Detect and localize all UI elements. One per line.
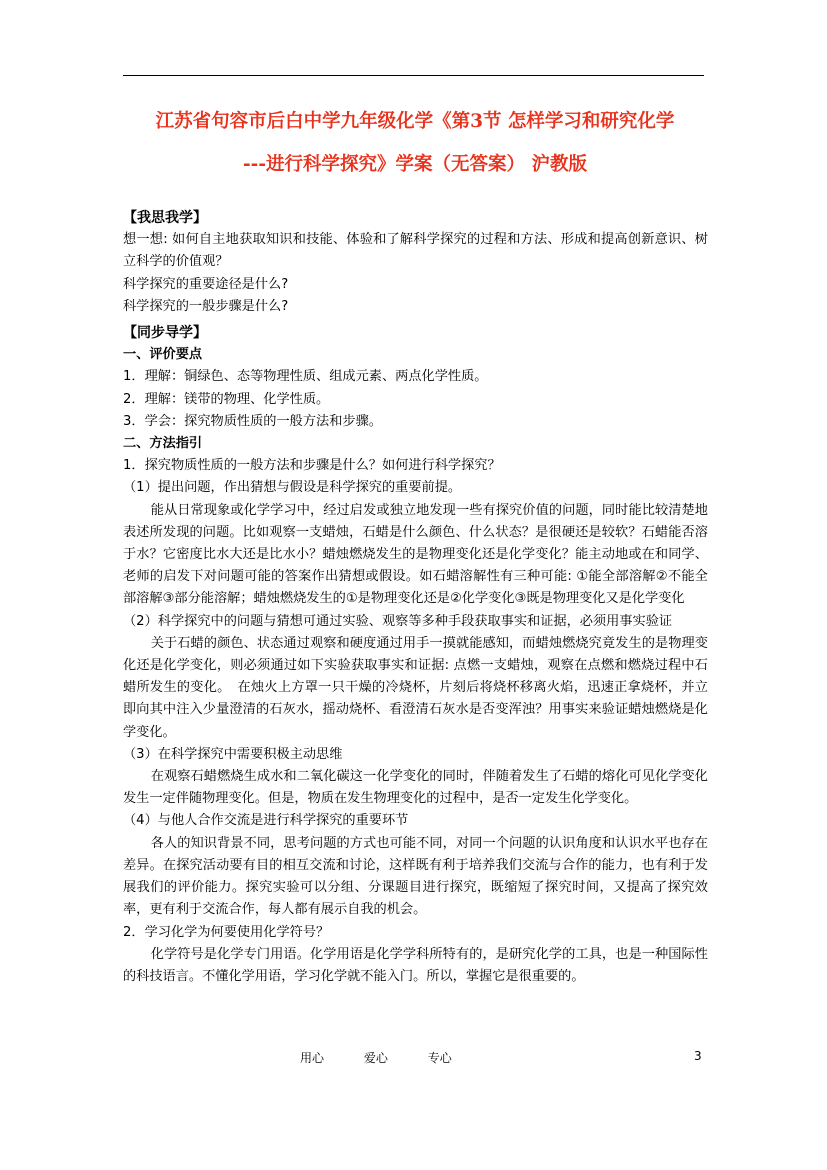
document-title-line-1: 江苏省句容市后白中学九年级化学《第3节 怎样学习和研究化学 [155,111,675,132]
section-heading-reflect: 【我思我学】 [123,210,207,226]
footer-motto: 爱心 [363,1051,388,1065]
section-heading-guide: 【同步导学】 [123,325,207,342]
step-1-title: （1）提出问题，作出猜想与假设是科学探究的重要前提。 [123,480,462,496]
evaluation-point: 3．学会：探究物质性质的一般方法和步骤。 [123,413,382,429]
footer-motto: 用心 [300,1051,325,1065]
document-body [123,207,708,988]
header-rule [123,75,704,76]
method-question-1: 1．探究物质性质的一般方法和步骤是什么？如何进行科学探究？ [123,458,501,474]
evaluation-point: 1．理解：铜绿色、态等物理性质、组成元素、两点化学性质。 [123,369,488,385]
step-4-title: （4）与他人合作交流是进行科学探究的重要环节 [123,813,409,829]
step-2-title: （2）科学探究中的问题与猜想可通过实验、观察等多种手段获取事实和证据，必须用事实验证 [123,613,673,629]
page-number: 3 [694,1049,702,1063]
think-question: 想一想: 如何自主地获取知识和技能、体验和了解科学探究的过程和方法、形成和提高创新意识、树立科学的价值观？ [123,232,708,270]
page-footer [300,1049,488,1066]
step-3-body: 在观察石蜡燃烧生成水和二氧化碳这一化学变化的同时，伴随着发生了石蜡的熔化可见化学变化发生一定伴随物理变化。但是，物质在发生物理变化的过程中，是否一定发生化学变化。 [123,769,708,807]
step-1-body: 能从日常现象或化学学习中，经过启发或独立地发现一些有探究价值的问题，同时能比较清楚地表述所发现的问题。比如观察一支蜡烛，石蜡是什么颜色、什么状态？是很硬还是较软？石蜡能否溶于水？它密度比水大还是比水小？蜡烛燃烧发生的是物理变化还是化学变化？能主动地或在和同学、老师的启发下对问题可能的答案作出猜想或假设。如石蜡溶解性有三种可能: ①能全部溶解②不能全部溶解③部分能溶解；蜡烛燃烧发生的①是物理变化还是②化学变化③既是物理变化又是化学变化 [123,502,708,607]
method-question-2: 2．学习化学为何要使用化学符号？ [123,924,330,940]
method-question-2-body: 化学符号是化学专门用语。化学用语是化学学科所特有的，是研究化学的工具，也是一种国际性的科技语言。不懂化学用语，学习化学就不能入门。所以，掌握它是很重要的。 [123,946,708,984]
footer-motto: 专心 [427,1051,452,1065]
step-2-body: 关于石蜡的颜色、状态通过观察和硬度通过用手一摸就能感知，而蜡烛燃烧究竟发生的是物理变化还是化学变化，则必须通过如下实验获取事实和证据: 点燃一支蜡烛，观察在点燃和燃烧过程中石蜡所发生的变化。 在烛火上方罩一只干燥的冷烧杯，片刻后将烧杯移离火焰，迅速正拿烧杯，并立即向其中注入少量澄清的石灰水，摇动烧杯、看澄清石灰水是否变浑浊？用事实来验证蜡烛燃烧是化学变化。 [123,635,708,740]
subheading-evaluation: 一、评价要点 [123,347,203,363]
subheading-method: 二、方法指引 [123,436,203,452]
evaluation-point: 2．理解：镁带的物理、化学性质。 [123,391,330,407]
question-route: 科学探究的重要途径是什么? [123,276,289,292]
document-title-line-2: ---进行科学探究》学案（无答案） 沪教版 [243,154,587,175]
step-4-body: 各人的知识背景不同，思考问题的方式也可能不同，对同一个问题的认识角度和认识水平也存在差异。在探究活动要有目的相互交流和讨论，这样既有利于培养我们交流与合作的能力，也有利于发展我们的评价能力。探究实验可以分组、分课题目进行探究，既缩短了探究时间，又提高了探究效率，更有利于交流合作，每人都有展示自我的机会。 [123,835,708,918]
question-steps: 科学探究的一般步骤是什么? [123,298,289,314]
step-3-title: （3）在科学探究中需要积极主动思维 [123,746,343,762]
